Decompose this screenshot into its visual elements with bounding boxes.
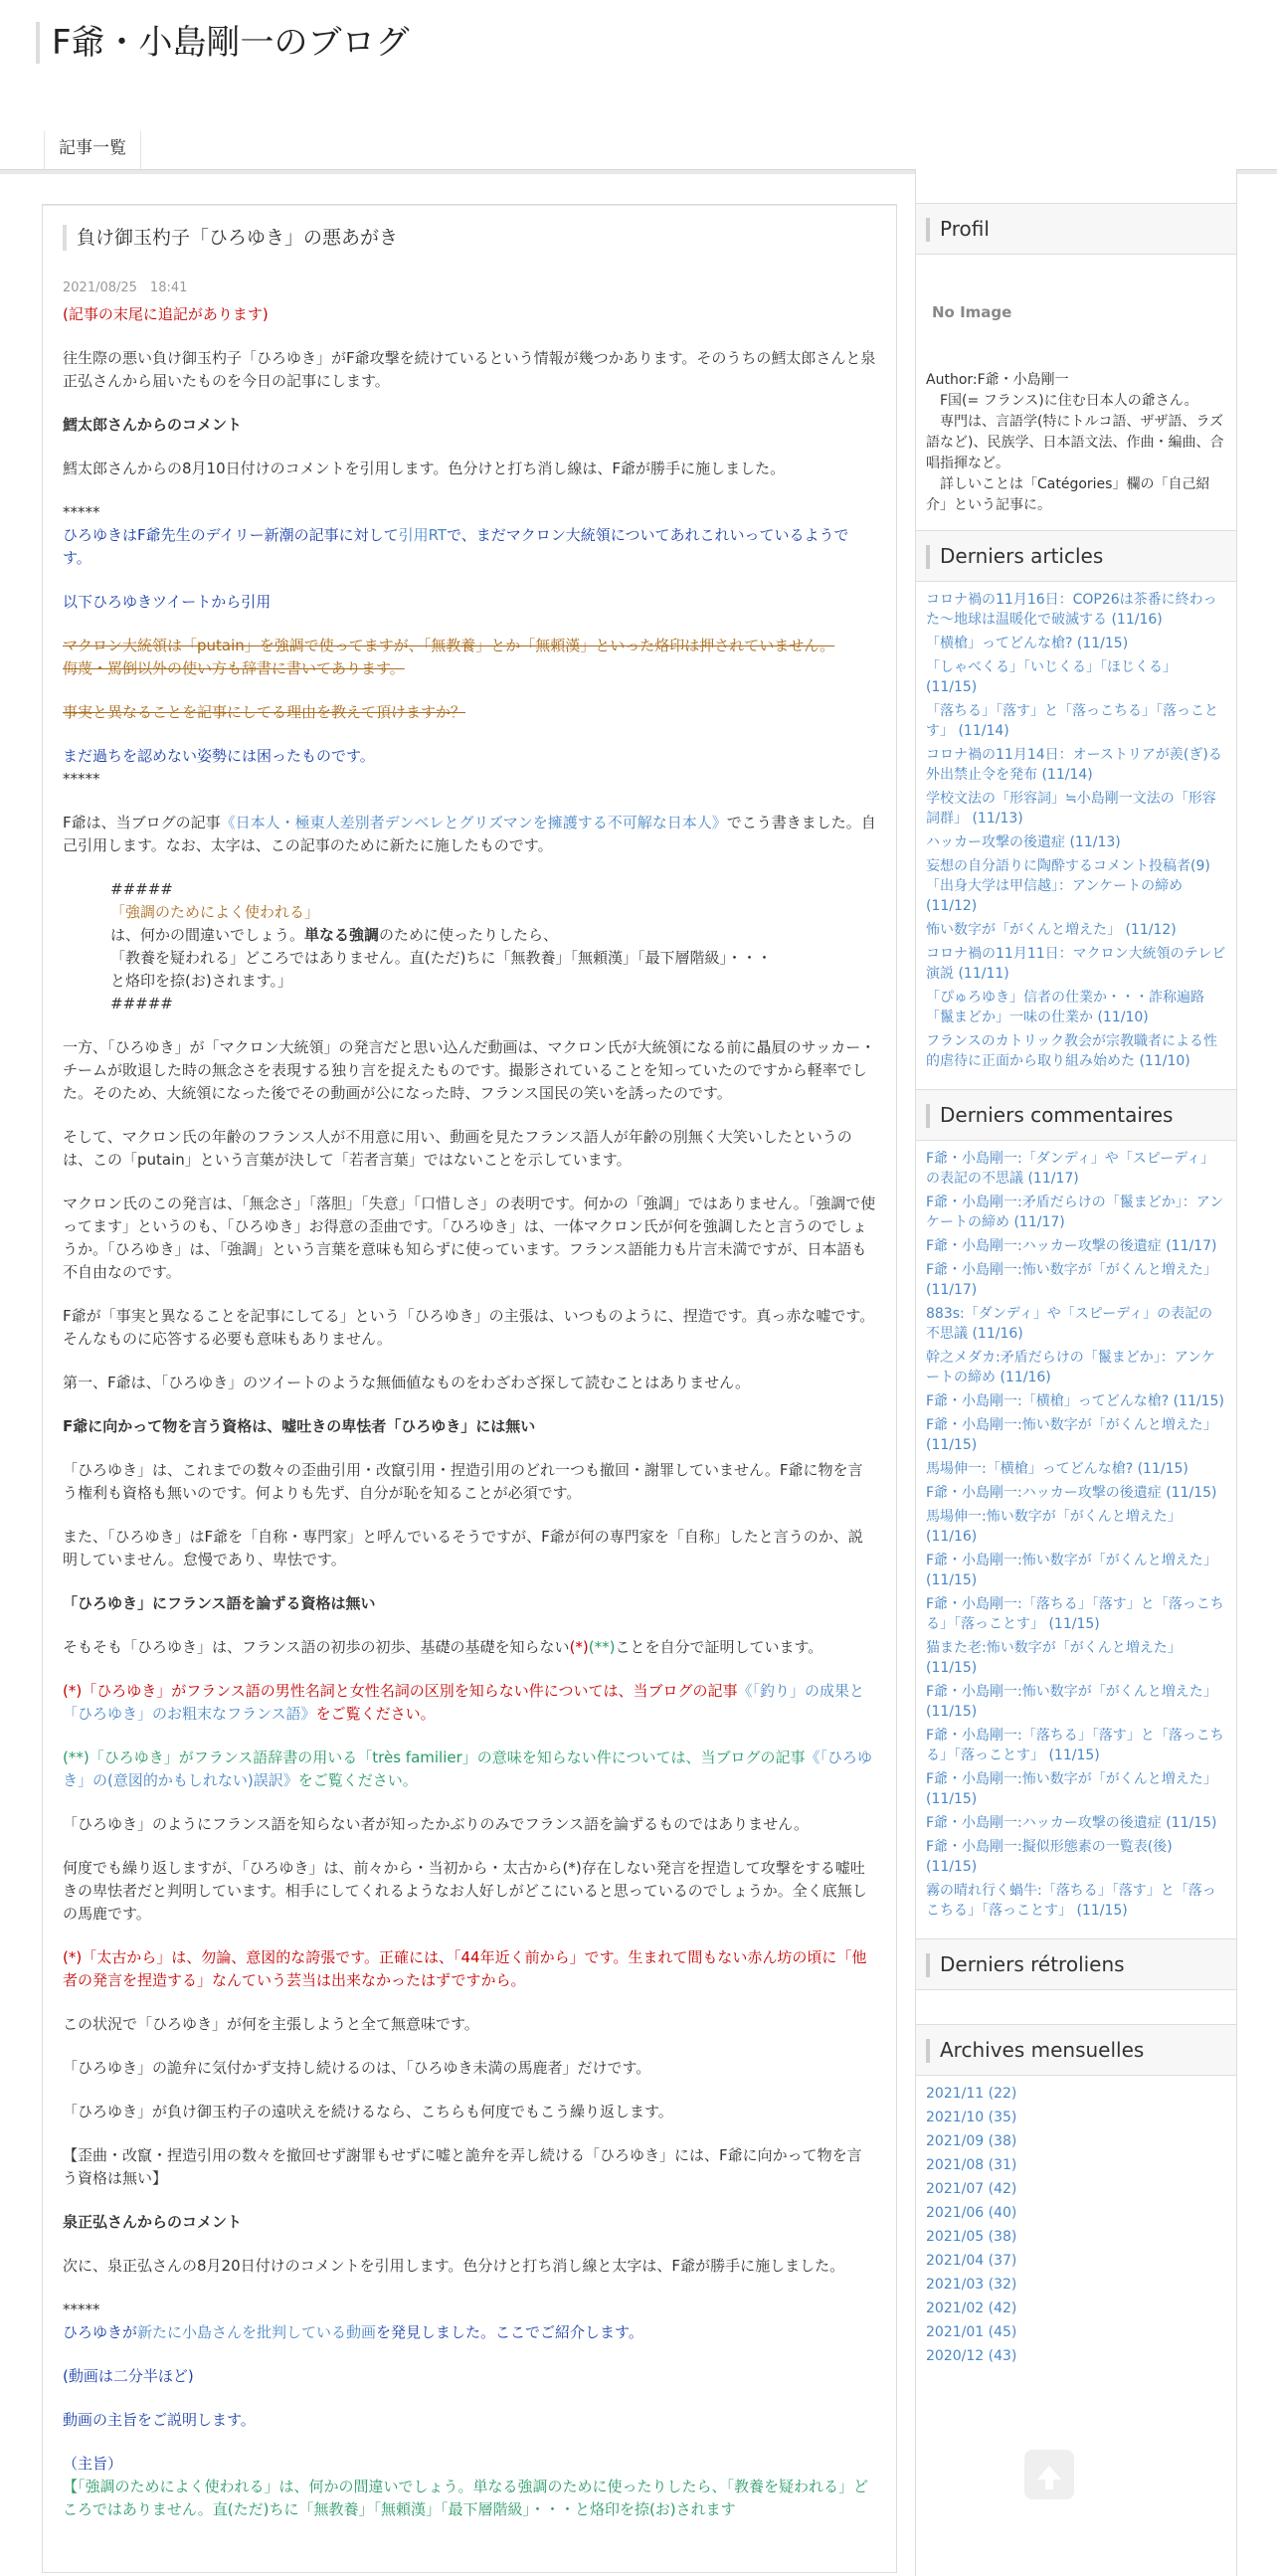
archive-link[interactable]: 2021/06 (40) [926, 2205, 1017, 2221]
recent-comment-link[interactable]: F爺・小島剛一:怖い数字が「がくんと増えた」 (11/15) [926, 1684, 1217, 1720]
archive-link[interactable]: 2021/02 (42) [926, 2300, 1017, 2316]
quote-text: ひろゆきが [63, 2323, 138, 2341]
recent-comment-link[interactable]: F爺・小島剛一:怖い数字が「がくんと増えた」 (11/17) [926, 1262, 1217, 1298]
article-note: (記事の末尾に追記があります) [63, 305, 269, 323]
article-paragraph: 【歪曲・改竄・捏造引用の数々を撤回せず謝罪もせずに嘘と詭弁を弄し続ける「ひろゆき」には、F爺に向かって物を言う資格は無い】 [63, 2146, 862, 2187]
quote-paragraph: （主旨） [63, 2455, 123, 2473]
blog-header [0, 0, 1277, 174]
para-text: (**)「ひろゆき」がフランス語辞書の用いる「très familier」の意味を知らない件については、当ブログの記事 [63, 1748, 806, 1766]
quote-paragraph [63, 2321, 876, 2344]
footnote-paragraph: (*)「太古から」は、勿論、意図的な誇張です。正確には、「44年近く前から」です。生まれて間もない赤ん坊の頃に「他者の発言を捏造する」なんていう芸当は出来なかったはずですから。 [63, 1948, 867, 1989]
recent-article-link[interactable]: フランスのカトリック教会が宗教職者による性的虐待に正面から取り組み始めた (11/10) [926, 1033, 1218, 1069]
article-paragraph [63, 1636, 876, 1659]
para-text: をご覧ください。 [315, 1705, 436, 1723]
archive-link[interactable]: 2021/11 (22) [926, 2086, 1017, 2102]
article-paragraph: 何度でも繰り返しますが、「ひろゆき」は、前々から・当初から・太古から(*)存在しない発言を捏造して攻撃をする嘘吐きの卑怯者だと判明しています。相手にしてくれるようなお人好しがどこにいると思っているのでしょうか。全く底無しの馬鹿です。 [63, 1859, 867, 1923]
para-text: でこう書きました。自己引用します。なお、太字は、この記事のために新たに施したものです。 [63, 814, 876, 854]
article-paragraph: 「ひろゆき」の詭弁に気付かず支持し続けるのは、「ひろゆき未満の馬鹿者」だけです。 [63, 2059, 651, 2077]
recent-comment-link[interactable]: F爺・小島剛一:ハッカー攻撃の後遺症 (11/15) [926, 1815, 1217, 1831]
quote-text: で、まだマクロン大統領についてあれこれいっているようです。 [63, 526, 849, 567]
article-paragraph: そして、マクロン氏の年齢のフランス人が不用意に用い、動画を見たフランス語人が年齢の別無く大笑いしたというのは、この「putain」という言葉が決して「若者言葉」ではないことを示しています。 [63, 1128, 852, 1169]
article-paragraph: 往生際の悪い負け御玉杓子「ひろゆき」がF爺攻撃を続けているという情報が幾つかあります。そのうちの鱈太郎さんと泉正弘さんから届いたものを今日の記事にします。 [63, 349, 876, 390]
archive-link[interactable]: 2021/07 (42) [926, 2181, 1017, 2197]
hash-divider: ##### [110, 995, 173, 1012]
nav-article-list[interactable]: 記事一覧 [44, 131, 141, 169]
archive-link[interactable]: 2020/12 (43) [926, 2348, 1017, 2364]
trackbacks-list [916, 1990, 1236, 2024]
quote-paragraph: まだ過ちを認めない姿勢には困ったものです。 [63, 747, 375, 765]
recent-comment-link[interactable]: F爺・小島剛一:矛盾だらけの「鬣まどか」：アンケートの締め (11/17) [926, 1195, 1224, 1230]
article-paragraph: 鱈太郎さんからの8月10日付けのコメントを引用します。色分けと打ち消し線は、F爺が勝手に施しました。 [63, 460, 786, 477]
recent-comment-link[interactable]: F爺・小島剛一:「横槍」ってどんな槍? (11/15) [926, 1393, 1224, 1409]
scroll-to-top-button[interactable] [1024, 2450, 1074, 2499]
article-paragraph [63, 812, 876, 857]
quote-struck: マクロン大統領は「putain」を強調で使ってますが、「無教養」とか「無頼漢」といった烙印は押されていません。 [63, 637, 835, 654]
recent-article-link[interactable]: コロナ禍の11月14日：オーストリアが羨(ぎ)る外出禁止令を発布 (11/14) [926, 747, 1222, 783]
section-heading: 「ひろゆき」にフランス語を論ずる資格は無い [63, 1594, 376, 1612]
archives-list [916, 2076, 1236, 2384]
footnote-paragraph [63, 1747, 876, 1792]
recent-comment-link[interactable]: 883s:「ダンディ」や「スピーディ」の表記の不思議 (11/16) [926, 1306, 1213, 1342]
quote-paragraph: 【「強調のためによく使われる」は、何かの間違いでしょう。単なる強調のために使ったりしたら、「教養を疑われる」どころではありません。直(ただ)ちに「無教養」「無頼漢」「最下層階級」・・・と烙印を捺(お)されます [63, 2478, 869, 2518]
quote-paragraph [63, 524, 876, 570]
profile-line: F国(= フランス)に住む日本人の爺さん。 [926, 393, 1198, 409]
profile-line: 詳しいことは「Catégories」欄の「自己紹介」という記事に。 [926, 476, 1210, 513]
archive-link[interactable]: 2021/09 (38) [926, 2133, 1017, 2149]
footnote-paragraph [63, 1680, 876, 1726]
article-paragraph: 第一、F爺は、「ひろゆき」のツイートのような無価値なものをわざわざ探して読むことはありません。 [63, 1374, 750, 1391]
recent-comment-link[interactable]: 馬場伸一:「横槍」ってどんな槍? (11/15) [926, 1461, 1188, 1477]
recent-comment-link[interactable]: 猫また老:怖い数字が「がくんと増えた」 (11/15) [926, 1640, 1182, 1676]
article-paragraph: また、「ひろゆき」はF爺を「自称・専門家」と呼んでいるそうですが、F爺が何の専門家を「自称」したと言うのか、説明していません。怠慢であり、卑怯です。 [63, 1528, 863, 1568]
quote-paragraph: 以下ひろゆきツイートから引用 [63, 593, 272, 611]
quote-struck: 侮蔑・罵倒以外の使い方も辞書に書いてあります。 [63, 659, 405, 677]
recent-article-link[interactable]: 「ぴゅろゆき」信者の仕業か・・・詐称遍路「鬣まどか」一味の仕業か (11/10) [926, 990, 1204, 1025]
section-heading: 泉正弘さんからのコメント [63, 2213, 243, 2231]
article-paragraph: 一方、「ひろゆき」が「マクロン大統領」の発言だと思い込んだ動画は、マクロン氏が大統領になる前に贔屓のサッカー・チームが敗退した時の無念さを表現する独り言を捉えたものです。撮影されていることを知っていたのですから軽率でした。そのため、大統領になった後でその動画が公になった時、フランス国民の笑いを誘ったのです。 [63, 1038, 876, 1102]
archive-link[interactable]: 2021/01 (45) [926, 2324, 1017, 2340]
main-content [42, 204, 897, 2573]
bold-text: 単なる強調 [304, 926, 380, 944]
recent-comment-link[interactable]: F爺・小島剛一:擬似形態素の一覧表(後) (11/15) [926, 1839, 1173, 1875]
trackbacks-heading: Derniers rétroliens [916, 1938, 1236, 1990]
recent-comment-link[interactable]: 霧の晴れ行く蝸牛:「落ちる」「落す」と「落っこちる」「落っことす」 (11/15) [926, 1883, 1216, 1919]
archive-link[interactable]: 2021/04 (37) [926, 2253, 1017, 2269]
quote-paragraph: 動画の主旨をご説明します。 [63, 2411, 256, 2429]
profile-line: Author:F爺・小島剛一 [926, 372, 1069, 388]
para-text: のために使ったりしたら、 [379, 926, 559, 944]
article-link[interactable]: 《「釣り」の成果と「ひろゆき」のお粗末なフランス語》 [63, 1682, 864, 1723]
quote-struck: 事実と異なることを記事にしてる理由を教えて頂けますか？ [63, 703, 466, 721]
para-text: ことを自分で証明しています。 [615, 1638, 823, 1656]
video-link[interactable]: 新たに小島さんを批判している動画 [137, 2323, 377, 2341]
stars-divider: ***** [63, 503, 100, 521]
recent-articles-list [916, 582, 1236, 1089]
article-paragraph: 「ひろゆき」が負け御玉杓子の遠吠えを続けるなら、こちらも何度でもこう繰り返します。 [63, 2103, 673, 2120]
quote-text: ひろゆきはF爺先生のデイリー新潮の記事に対して [63, 526, 399, 544]
recent-article-link[interactable]: 「しゃべくる」「いじくる」「ほじくる」 (11/15) [926, 659, 1177, 695]
recent-comment-link[interactable]: 馬場伸一:怖い数字が「がくんと増えた」 (11/16) [926, 1509, 1182, 1545]
sidebar-spacer [916, 169, 1236, 203]
recent-comment-link[interactable]: 幹之メダカ:矛盾だらけの「鬣まどか」：アンケートの締め (11/16) [926, 1350, 1215, 1385]
recent-articles-heading: Derniers articles [916, 530, 1236, 582]
article-paragraph: 「ひろゆき」は、これまでの数々の歪曲引用・改竄引用・捏造引用のどれ一つも撤回・謝罪していません。F爺に物を言う権利も資格も無いのです。何よりも先ず、自分が恥を知ることが必須です。 [63, 1461, 863, 1502]
recent-comment-link[interactable]: F爺・小島剛一:ハッカー攻撃の後遺症 (11/15) [926, 1485, 1217, 1501]
profile-line: 専門は、言語学(特にトルコ語、ザザ語、ラズ語など)、民族学、日本語文法、作曲・編曲、合唱指揮など。 [926, 414, 1224, 471]
self-quote-line: 「強調のためによく使われる」 [110, 903, 320, 921]
self-quote-line: と烙印を捺(お)されます。」 [110, 972, 293, 990]
profile-heading: Profil [916, 203, 1236, 255]
recent-comments-list [916, 1141, 1236, 1938]
para-text: をご覧ください。 [297, 1771, 418, 1789]
profile-noimage: No Image [932, 303, 1012, 321]
recent-comment-link[interactable]: F爺・小島剛一:怖い数字が「がくんと増えた」 (11/15) [926, 1771, 1217, 1807]
article-date: 2021/08/25 18:41 [63, 280, 188, 295]
recent-comment-link[interactable]: F爺・小島剛一:ハッカー攻撃の後遺症 (11/17) [926, 1238, 1217, 1254]
recent-article-link[interactable]: コロナ禍の11月11日：マクロン大統領のテレビ演説 (11/11) [926, 946, 1226, 982]
article-paragraph: マクロン氏のこの発言は、「無念さ」「落胆」「失意」「口惜しさ」の表明です。何かの「強調」ではありません。「強調で使ってます」というのも、「ひろゆき」お得意の歪曲です。「ひろゆき」は、一体マクロン氏が何を強調したと言うのでしょうか。「ひろゆき」は、「強調」という言葉を意味も知らずに使っています。フランス語能力も片言未満ですが、日本語も不自由なのです。 [63, 1195, 876, 1281]
para-text: は、何かの間違いでしょう。 [110, 926, 305, 944]
recent-article-link[interactable]: 妄想の自分語りに陶酔するコメント投稿者(9)「出身大学は甲信越」：アンケートの締め (11/12) [926, 858, 1210, 914]
article-paragraph: この状況で「ひろゆき」が何を主張しようと全て無意味です。 [63, 2015, 479, 2033]
sidebar [915, 169, 1237, 2576]
para-text: (*)「ひろゆき」がフランス語の男性名詞と女性名詞の区別を知らない件については、当ブログの記事 [63, 1682, 738, 1700]
article-paragraph: 「ひろゆき」のようにフランス語を知らない者が知ったかぶりのみでフランス語を論ずるものではありません。 [63, 1815, 810, 1833]
article-paragraph: 次に、泉正弘さんの8月20日付けのコメントを引用します。色分けと打ち消し線と太字は、F爺が勝手に施しました。 [63, 2257, 845, 2275]
recent-article-link[interactable]: ハッカー攻撃の後遺症 (11/13) [926, 834, 1121, 850]
self-quote-line: 「教養を疑われる」どころではありません。直(ただ)ちに「無教養」「無頼漢」「最下層階級」・・・ [110, 949, 772, 967]
footnote-mark: (*) [569, 1638, 589, 1656]
self-quote [63, 878, 876, 1015]
recent-comment-link[interactable]: F爺・小島剛一:「ダンディ」や「スピーディ」の表記の不思議 (11/17) [926, 1151, 1215, 1187]
profile-body [916, 255, 1236, 530]
recent-article-link[interactable]: 怖い数字が「がくんと増えた」 (11/12) [926, 922, 1177, 938]
recent-comment-link[interactable]: F爺・小島剛一:「落ちる」「落す」と「落っこちる」「落っことす」 (11/15) [926, 1728, 1224, 1763]
recent-article-link[interactable]: 学校文法の「形容詞」≒小島剛一文法の「形容詞群」 (11/13) [926, 791, 1216, 827]
article-link[interactable]: 《「ひろゆき」の(意図的かもしれない)誤訳》 [63, 1748, 872, 1789]
recent-comment-link[interactable]: F爺・小島剛一:怖い数字が「がくんと増えた」 (11/15) [926, 1553, 1217, 1588]
archive-link[interactable]: 2021/05 (38) [926, 2229, 1017, 2245]
section-heading: F爺に向かって物を言う資格は、嘘吐きの卑怯者「ひろゆき」には無い [63, 1417, 536, 1435]
article-title[interactable]: 負け御玉杓子「ひろゆき」の悪あがき [63, 225, 876, 251]
profile-text [926, 370, 1226, 516]
recent-comments-heading: Derniers commentaires [916, 1089, 1236, 1141]
article [63, 225, 876, 2542]
recent-comment-link[interactable]: F爺・小島剛一:怖い数字が「がくんと増えた」 (11/15) [926, 1417, 1217, 1453]
article-link[interactable]: 《日本人・極東人差別者デンベレとグリズマンを擁護する不可解な日本人》 [220, 814, 727, 831]
hash-divider: ##### [110, 880, 173, 898]
para-text: F爺は、当ブログの記事 [63, 814, 221, 831]
quote-rt-link[interactable]: 引用RT [398, 526, 448, 544]
para-text: そもそも「ひろゆき」は、フランス語の初歩の初歩、基礎の基礎を知らない [63, 1638, 570, 1656]
main-top-border [43, 205, 896, 206]
stars-divider: ***** [63, 770, 100, 788]
archive-link[interactable]: 2021/03 (32) [926, 2277, 1017, 2293]
quote-paragraph: (動画は二分半ほど) [63, 2367, 194, 2385]
quote-text: を発見しました。ここでご紹介します。 [376, 2323, 643, 2341]
section-heading: 鱈太郎さんからのコメント [63, 416, 243, 434]
recent-article-link[interactable]: 「落ちる」「落す」と「落っこちる」「落っことす」 (11/14) [926, 703, 1218, 739]
self-quote-line [110, 924, 876, 947]
stars-divider: ***** [63, 2300, 100, 2318]
site-title[interactable]: F爺・小島剛一のブログ [36, 22, 410, 64]
recent-comment-link[interactable]: F爺・小島剛一:「落ちる」「落す」と「落っこちる」「落っことす」 (11/15) [926, 1596, 1224, 1632]
article-paragraph: F爺が「事実と異なることを記事にしてる」という「ひろゆき」の主張は、いつものように、捏造です。真っ赤な嘘です。そんなものに応答する必要も意味もありません。 [63, 1307, 875, 1348]
archive-link[interactable]: 2021/10 (35) [926, 2110, 1017, 2125]
recent-article-link[interactable]: 「横槍」ってどんな槍? (11/15) [926, 636, 1129, 651]
footnote-mark: (**) [588, 1638, 616, 1656]
archives-heading: Archives mensuelles [916, 2024, 1236, 2076]
archive-link[interactable]: 2021/08 (31) [926, 2157, 1017, 2173]
recent-article-link[interactable]: コロナ禍の11月16日：COP26は茶番に終わった～地球は温暖化で破滅する (11/16) [926, 592, 1217, 628]
